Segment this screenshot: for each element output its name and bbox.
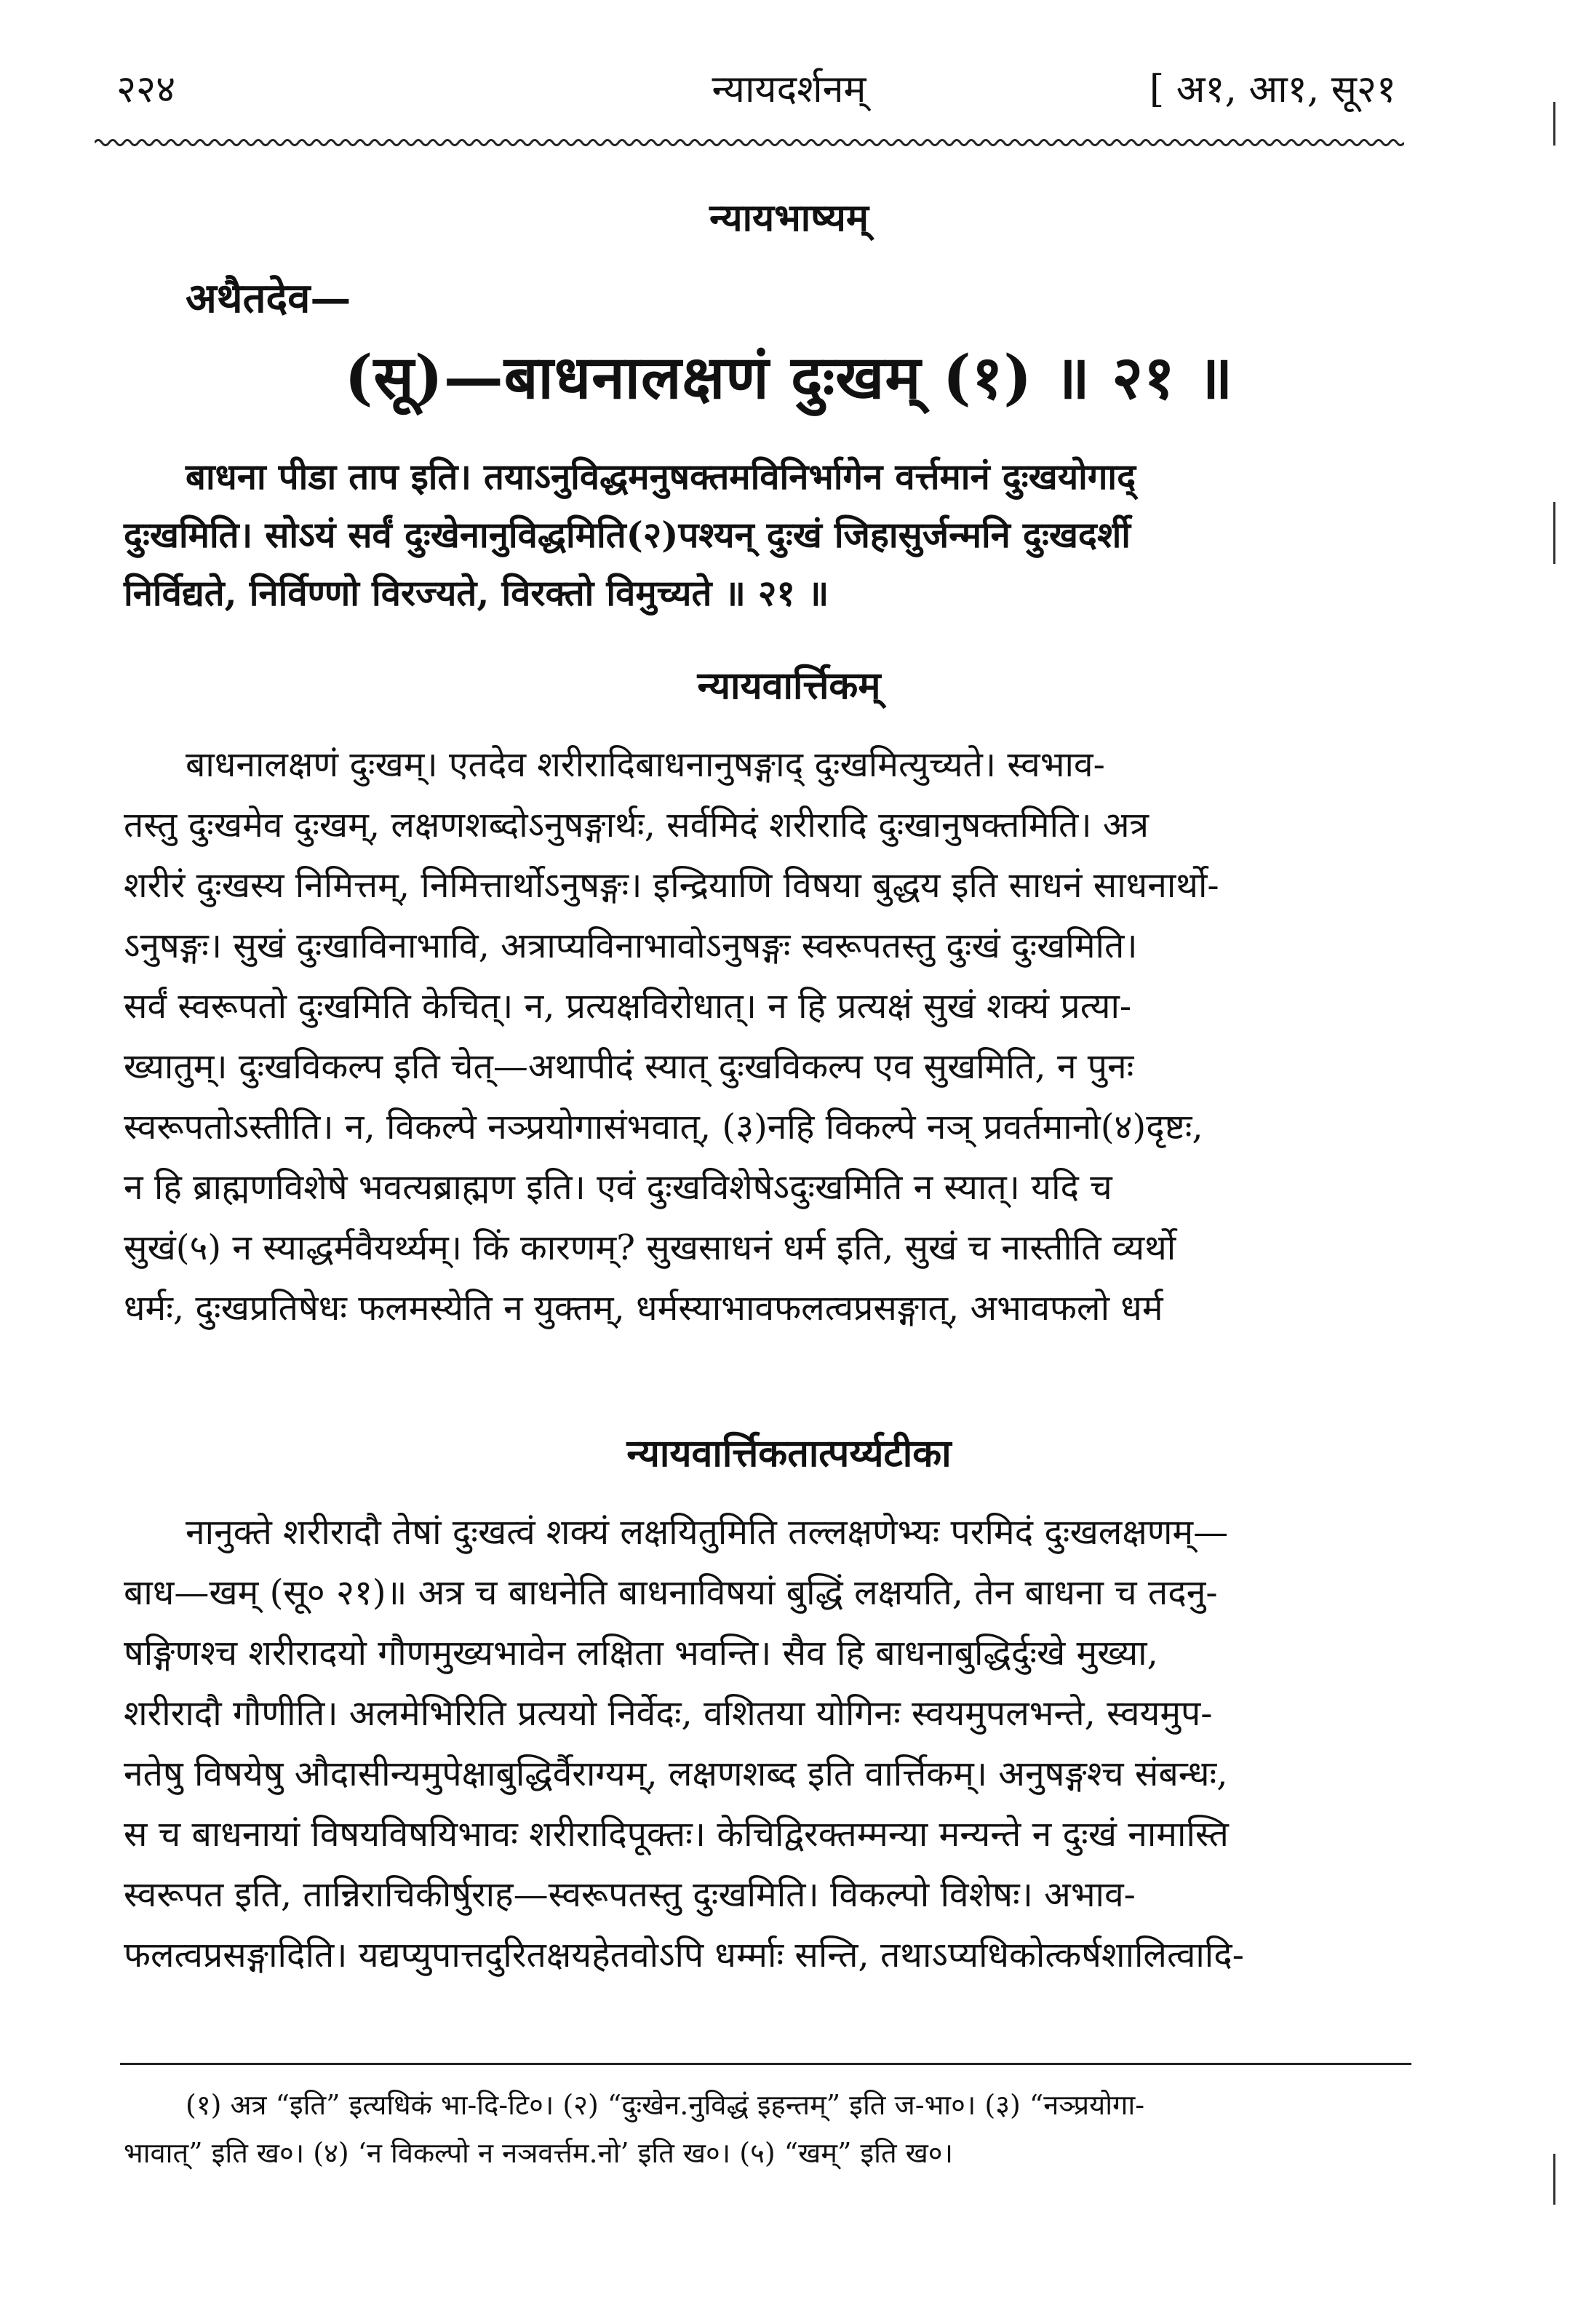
scan-edge-mark (1553, 502, 1555, 564)
text-line: तस्तु दुःखमेव दुःखम्, लक्षणशब्दोऽनुषङ्गार्थः, सर्वमिदं शरीरादि दुःखानुषक्तमिति। अत्र (124, 805, 1149, 845)
running-title: न्यायदर्शनम् (712, 68, 866, 111)
text-line: फलत्वप्रसङ्गादिति। यद्यप्युपात्तदुरितक्षयहेतवोऽपि धर्म्माः सन्ति, तथाऽप्यधिकोत्कर्षशालित्वादि- (124, 1935, 1244, 1975)
text-line: निर्विद्यते, निर्विण्णो विरज्यते, विरक्तो विमुच्यते ॥ २१ ॥ (124, 572, 829, 614)
header-wavy-rule (95, 137, 1404, 148)
text-line: बाधना पीडा ताप इति। तयाऽनुविद्धमनुषक्तमविनिर्भागेन वर्त्तमानं दुःखयोगाद् (186, 455, 1136, 498)
text-line: नतेषु विषयेषु औदासीन्यमुपेक्षाबुद्धिर्वैराग्यम्, लक्षणशब्द इति वार्त्तिकम्। अनुषङ्गश्च संबन्धः, (124, 1754, 1228, 1794)
text-line: दुःखमिति। सोऽयं सर्वं दुःखेनानुविद्धमिति(२)पश्यन् दुःखं जिहासुर्जन्मनि दुःखदर्शी (124, 514, 1131, 556)
scan-edge-mark (1553, 2154, 1555, 2205)
bhashya-lead: अथैतदेव— (186, 274, 351, 322)
text-line: बाधनालक्षणं दुःखम्। एतदेव शरीरादिबाधनानुषङ्गाद् दुःखमित्युच्यते। स्वभाव- (186, 744, 1105, 785)
text-line: स्वरूपतोऽस्तीति। न, विकल्पे नञ्प्रयोगासंभवात्, (३)नहि विकल्पे नञ् प्रवर्तमानो(४)दृष्टः, (124, 1107, 1203, 1147)
text-line: ऽनुषङ्गः। सुखं दुःखाविनाभावि, अत्राप्यविनाभावोऽनुषङ्गः स्वरूपतस्तु दुःखं दुःखमिति। (124, 926, 1138, 966)
varttika-paragraph (124, 735, 1404, 1339)
text-line: षङ्गिणश्च शरीरादयो गौणमुख्यभावेन लक्षिता भवन्ति। सैव हि बाधनाबुद्धिर्दुःखे मुख्या, (124, 1633, 1158, 1674)
text-line: स्वरूपत इति, तान्निराचिकीर्षुराह—स्वरूपतस्तु दुःखमिति। विकल्पो विशेषः। अभाव- (124, 1874, 1136, 1915)
footnote-line: (१) अत्र “इति” इत्यधिकं भा-दि-टि०। (२) “दुःखेन.नुविद्धं इहन्तम्” इति ज-भा०। (३) “नञ्प्रयोगा- (186, 2089, 1145, 2121)
footnotes (124, 2081, 1404, 2177)
footnote-rule (120, 2063, 1411, 2065)
text-line: ख्यातुम्। दुःखविकल्प इति चेत्—अथापीदं स्यात् दुःखविकल्प एव सुखमिति, न पुनः (124, 1046, 1134, 1087)
bhashya-paragraph (124, 447, 1404, 622)
tika-paragraph (124, 1503, 1404, 1986)
sutra-line: (सू)—बाधनालक्षणं दुःखम् (१) ॥ २१ ॥ (344, 343, 1234, 413)
text-line: बाध—खम् (सू० २१)॥ अत्र च बाधनेति बाधनाविषयां बुद्धिं लक्षयति, तेन बाधना च तदनु- (124, 1572, 1218, 1613)
text-line: न हि ब्राह्मणविशेषे भवत्यब्राह्मण इति। एवं दुःखविशेषेऽदुःखमिति न स्यात्। यदि च (124, 1167, 1112, 1208)
text-line: सर्वं स्वरूपतो दुःखमिति केचित्। न, प्रत्यक्षविरोधात्। न हि प्रत्यक्षं सुखं शक्यं प्रत्या- (124, 986, 1132, 1027)
text-line: धर्मः, दुःखप्रतिषेधः फलमस्येति न युक्तम्, धर्मस्याभावफलत्वप्रसङ्गात्, अभावफलो धर्म (124, 1288, 1163, 1329)
text-line: शरीरं दुःखस्य निमित्तम्, निमित्तार्थोऽनुषङ्गः। इन्द्रियाणि विषया बुद्धय इति साधनं साधनार्थो- (124, 865, 1219, 906)
page-number: २२४ (116, 68, 176, 111)
bhashya-title: न्यायभाष्यम् (709, 196, 869, 240)
scan-edge-mark (1553, 102, 1555, 146)
footnote-line: भावात्” इति ख०। (४) ‘न विकल्पो न नञवर्त्तम.नो’ इति ख०। (५) “खम्” इति ख०। (124, 2137, 953, 2169)
varttika-title: न्यायवार्त्तिकम् (697, 664, 881, 708)
text-line: नानुक्ते शरीरादौ तेषां दुःखत्वं शक्यं लक्षयितुमिति तल्लक्षणेभ्यः परमिदं दुःखलक्षणम्— (186, 1512, 1229, 1553)
text-line: सुखं(५) न स्याद्धर्मवैयर्थ्यम्। किं कारणम्? सुखसाधनं धर्म इति, सुखं च नास्तीति व्यर्थो (124, 1227, 1176, 1268)
text-line: स च बाधनायां विषयविषयिभावः शरीरादिपूक्तः। केचिद्विरक्तम्मन्या मन्यन्ते न दुःखं नामास्ति (124, 1814, 1229, 1855)
tika-title: न्यायवार्त्तिकतात्पर्य्यटीका (626, 1431, 952, 1476)
text-line: शरीरादौ गौणीति। अलमेभिरिति प्रत्ययो निर्वेदः, वशितया योगिनः स्वयमुपलभन्ते, स्वयमुप- (124, 1693, 1213, 1734)
section-reference: [ अ१, आ१, सू२१ (1149, 68, 1396, 111)
